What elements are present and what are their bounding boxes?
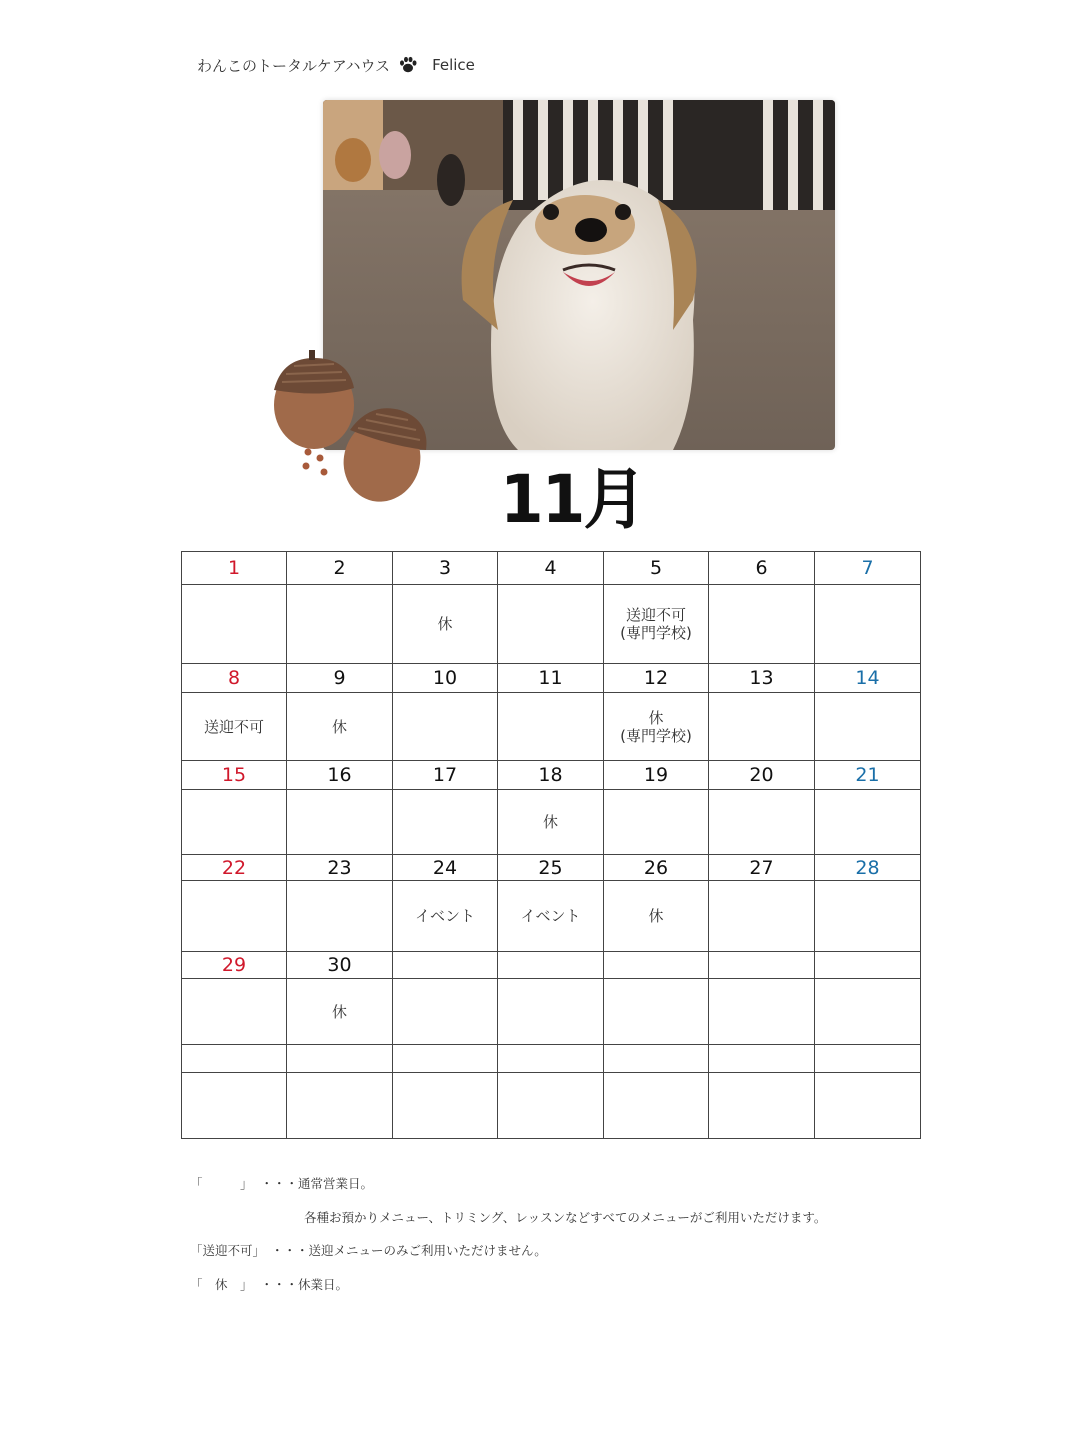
day-note-cell <box>287 693 393 761</box>
day-note-cell <box>604 585 709 664</box>
date-cell: 6 <box>709 552 815 585</box>
date-cell: 12 <box>604 664 709 693</box>
day-note-cell <box>287 585 393 664</box>
day-note: 送迎不可 <box>203 717 264 736</box>
legend-nopickup-key: 「送迎不可」 <box>190 1243 266 1258</box>
header <box>197 52 475 78</box>
date-cell: 1 <box>182 552 287 585</box>
date-cell: 28 <box>815 855 921 881</box>
date-cell: 7 <box>815 552 921 585</box>
date-row <box>182 1045 921 1073</box>
day-note-cell <box>393 585 498 664</box>
day-note-cell <box>498 979 604 1045</box>
day-note-cell <box>604 979 709 1045</box>
date-cell: 9 <box>287 664 393 693</box>
day-note-cell <box>815 693 921 761</box>
date-cell: 22 <box>182 855 287 881</box>
day-note-cell <box>393 979 498 1045</box>
date-cell: 19 <box>604 761 709 790</box>
date-cell: 15 <box>182 761 287 790</box>
month-title: 11月 <box>500 461 645 538</box>
date-row <box>182 552 921 585</box>
day-note-cell <box>393 693 498 761</box>
date-cell <box>182 1045 287 1073</box>
legend-normal-key: 「 」 <box>190 1176 253 1191</box>
day-note: 送迎不可 <box>625 606 686 624</box>
day-note-cell <box>815 979 921 1045</box>
date-cell <box>815 952 921 979</box>
date-cell: 3 <box>393 552 498 585</box>
date-cell <box>709 1045 815 1073</box>
date-cell: 16 <box>287 761 393 790</box>
date-cell: 26 <box>604 855 709 881</box>
day-note-cell <box>604 881 709 952</box>
day-note-cell <box>287 881 393 952</box>
paw-icon <box>398 55 418 75</box>
day-note: イベント <box>520 907 581 925</box>
date-cell <box>604 952 709 979</box>
date-cell <box>709 952 815 979</box>
day-note-cell <box>287 979 393 1045</box>
note-row <box>182 790 921 855</box>
day-note-cell <box>709 790 815 855</box>
day-note-cell <box>498 1073 604 1139</box>
day-note-cell <box>182 790 287 855</box>
date-cell: 2 <box>287 552 393 585</box>
date-row <box>182 952 921 979</box>
date-cell: 4 <box>498 552 604 585</box>
day-note-cell <box>182 881 287 952</box>
day-note: イベント <box>414 907 475 925</box>
brand-name: Felice <box>432 56 475 74</box>
date-cell: 20 <box>709 761 815 790</box>
legend-normal-desc: ・・・通常営業日。 <box>260 1176 374 1191</box>
date-cell: 21 <box>815 761 921 790</box>
day-note-cell <box>393 881 498 952</box>
day-note: (専門学校) <box>620 624 692 642</box>
day-note-cell <box>498 881 604 952</box>
day-note: 休 <box>542 813 558 831</box>
date-row <box>182 664 921 693</box>
date-cell: 30 <box>287 952 393 979</box>
day-note: 休 <box>437 615 453 633</box>
day-note-cell <box>182 693 287 761</box>
day-note-cell <box>498 693 604 761</box>
day-note-cell <box>815 790 921 855</box>
day-note-cell <box>182 585 287 664</box>
date-cell: 27 <box>709 855 815 881</box>
date-cell: 10 <box>393 664 498 693</box>
date-cell: 24 <box>393 855 498 881</box>
date-cell: 25 <box>498 855 604 881</box>
day-note-cell <box>709 979 815 1045</box>
day-note-cell <box>709 693 815 761</box>
calendar-grid <box>181 551 921 1139</box>
note-row <box>182 585 921 664</box>
day-note-cell <box>182 979 287 1045</box>
shop-name: わんこのトータルケアハウス <box>197 56 391 75</box>
day-note-cell <box>709 1073 815 1139</box>
date-cell: 5 <box>604 552 709 585</box>
date-cell: 13 <box>709 664 815 693</box>
date-cell: 14 <box>815 664 921 693</box>
day-note-cell <box>815 1073 921 1139</box>
legend-normal <box>190 1174 373 1192</box>
date-cell: 29 <box>182 952 287 979</box>
day-note-cell <box>498 585 604 664</box>
day-note-cell <box>393 790 498 855</box>
day-note-cell <box>815 881 921 952</box>
day-note-cell <box>709 881 815 952</box>
date-cell <box>393 952 498 979</box>
day-note: 休 <box>648 907 664 925</box>
date-cell <box>498 952 604 979</box>
day-note-cell <box>287 1073 393 1139</box>
day-note-cell <box>393 1073 498 1139</box>
day-note-cell <box>182 1073 287 1139</box>
legend-closed-desc: ・・・休業日。 <box>260 1277 349 1292</box>
note-row <box>182 979 921 1045</box>
legend-normal-detail: 各種お預かりメニュー、トリミング、レッスンなどすべてのメニューがご利用いただけます。 <box>304 1210 827 1225</box>
day-note-cell <box>604 1073 709 1139</box>
note-row <box>182 881 921 952</box>
date-cell: 23 <box>287 855 393 881</box>
legend-closed <box>190 1275 348 1293</box>
date-cell <box>604 1045 709 1073</box>
legend-closed-key: 「 休 」 <box>190 1277 253 1292</box>
date-row <box>182 855 921 881</box>
date-row <box>182 761 921 790</box>
day-note-cell <box>287 790 393 855</box>
note-row <box>182 1073 921 1139</box>
day-note-cell <box>604 693 709 761</box>
day-note: 休 <box>331 1002 347 1021</box>
date-cell: 18 <box>498 761 604 790</box>
day-note-cell <box>604 790 709 855</box>
date-cell <box>498 1045 604 1073</box>
acorn-illustration <box>262 350 442 510</box>
day-note: 休 <box>331 717 347 736</box>
legend-nopickup <box>190 1241 547 1259</box>
legend-nopickup-desc: ・・・送迎メニューのみご利用いただけません。 <box>271 1243 547 1258</box>
date-cell: 17 <box>393 761 498 790</box>
date-cell <box>393 1045 498 1073</box>
date-cell: 8 <box>182 664 287 693</box>
day-note-cell <box>815 585 921 664</box>
day-note: 休 <box>648 708 664 727</box>
note-row <box>182 693 921 761</box>
date-cell <box>287 1045 393 1073</box>
date-cell <box>815 1045 921 1073</box>
day-note-cell <box>709 585 815 664</box>
day-note-cell <box>498 790 604 855</box>
day-note: (専門学校) <box>620 726 692 745</box>
date-cell: 11 <box>498 664 604 693</box>
